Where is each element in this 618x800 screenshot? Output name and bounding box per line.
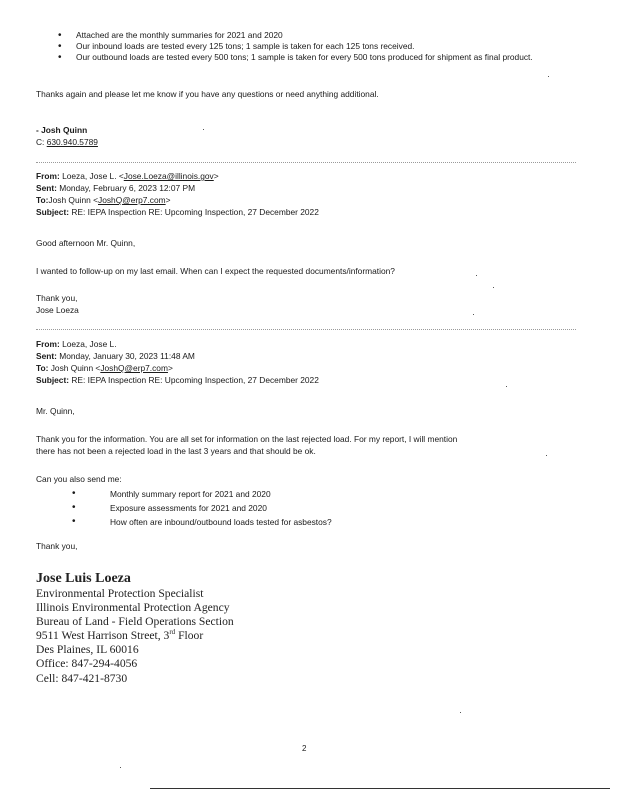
email1-subject: Subject: RE: IEPA Inspection RE: Upcoming Inspection, 27 December 2022: [36, 207, 319, 217]
bottom-scan-line: [150, 788, 610, 789]
sender-name: - Josh Quinn: [36, 125, 88, 135]
bullet-icon: •: [58, 41, 62, 52]
request-bullet-list: [70, 487, 332, 529]
page-number: 2: [302, 744, 307, 753]
email1-body: I wanted to follow-up on my last email. When can I expect the requested documents/information?: [36, 266, 395, 276]
top-bullet-list: [56, 30, 576, 74]
email1-signoff: Jose Loeza: [36, 305, 79, 315]
signature-block: [36, 570, 234, 686]
email-link[interactable]: Jose.Loeza@illinois.gov: [123, 171, 214, 181]
signature-cell-phone: Cell: 847-421-8730: [36, 671, 128, 685]
signature-street: 9511 West Harrison Street, 3rd Floor: [36, 628, 204, 643]
scan-speck: [546, 455, 547, 456]
signature-title: Environmental Protection Specialist: [36, 587, 204, 600]
thanks-line: Thanks again and please let me know if you have any questions or need anything additional.: [36, 89, 379, 99]
scan-speck: [203, 129, 204, 130]
email2-sent: Sent: Monday, January 30, 2023 11:48 AM: [36, 351, 195, 361]
bullet-icon: •: [58, 52, 62, 63]
signature-city: Des Plaines, IL 60016: [36, 643, 139, 657]
email1-sent: Sent: Monday, February 6, 2023 12:07 PM: [36, 183, 196, 193]
email1-to: To:Josh Quinn <JoshQ@erp7.com>: [36, 195, 171, 205]
email2-greeting: Mr. Quinn,: [36, 406, 75, 416]
scan-speck: [473, 314, 474, 315]
bullet-icon: •: [58, 30, 62, 41]
list-item: • Monthly summary report for 2021 and 2020: [72, 488, 271, 499]
scan-speck: [120, 767, 121, 768]
phone-link[interactable]: 630.940.5789: [46, 137, 98, 147]
list-item: • Our outbound loads are tested every 500 tons; 1 sample is taken for every 500 tons produced for shipment as final product.: [58, 52, 533, 63]
email2-from: From: Loeza, Jose L.: [36, 339, 117, 349]
bullet-icon: •: [72, 502, 76, 513]
email1-closing: Thank you,: [36, 293, 78, 303]
email2-closing: Thank you,: [36, 541, 78, 551]
email-link[interactable]: JoshQ@erp7.com: [100, 363, 168, 373]
email2-subject: Subject: RE: IEPA Inspection RE: Upcoming Inspection, 27 December 2022: [36, 375, 319, 385]
email1-greeting: Good afternoon Mr. Quinn,: [36, 238, 136, 248]
list-item: • Our inbound loads are tested every 125 tons; 1 sample is taken for each 125 tons received.: [58, 41, 415, 52]
signature-agency: Illinois Environmental Protection Agency: [36, 601, 230, 615]
divider: [36, 329, 576, 330]
divider: [36, 162, 576, 163]
email2-body-line1: Thank you for the information. You are all set for information on the last rejected load. For my report, I will mention: [36, 434, 458, 444]
signature-office-phone: Office: 847-294-4056: [36, 657, 138, 671]
email1-from: From: Loeza, Jose L. <Jose.Loeza@illinois.gov>: [36, 171, 219, 181]
scan-speck: [548, 76, 549, 77]
scan-speck: [493, 287, 494, 288]
email2-request: Can you also send me:: [36, 474, 122, 484]
sender-phone: C: 630.940.5789: [36, 137, 98, 147]
signature-name: Jose Luis Loeza: [36, 571, 131, 586]
bullet-icon: •: [72, 516, 76, 527]
email2-to: To: Josh Quinn <JoshQ@erp7.com>: [36, 363, 173, 373]
scan-speck: [476, 275, 477, 276]
email-link[interactable]: JoshQ@erp7.com: [98, 195, 166, 205]
scan-speck: [506, 386, 507, 387]
bullet-icon: •: [72, 488, 76, 499]
list-item: • Attached are the monthly summaries for 2021 and 2020: [58, 30, 283, 41]
signature-bureau: Bureau of Land - Field Operations Section: [36, 615, 234, 629]
list-item: • Exposure assessments for 2021 and 2020: [72, 502, 267, 513]
email2-body-line2: there has not been a rejected load in the last 3 years and that should be ok.: [36, 446, 316, 456]
list-item: • How often are inbound/outbound loads tested for asbestos?: [72, 516, 332, 527]
scan-speck: [460, 712, 461, 713]
